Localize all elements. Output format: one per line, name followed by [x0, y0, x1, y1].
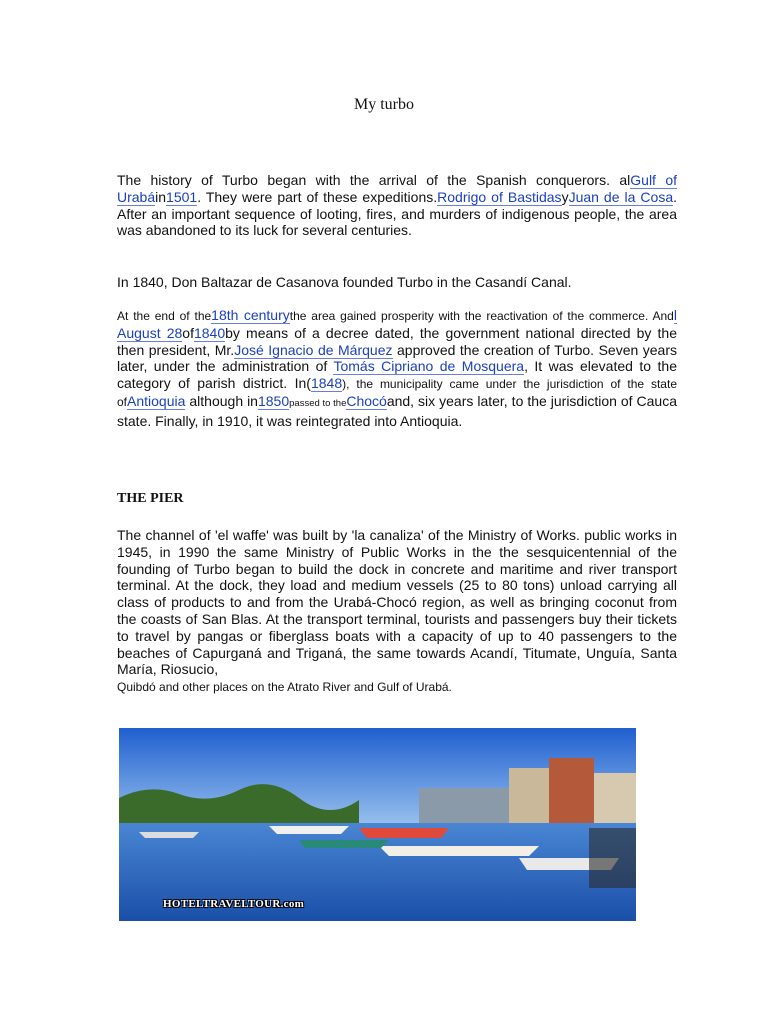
link-tomas-cipriano-de-mosquera[interactable]: Tomás Cipriano de Mosquera: [333, 358, 525, 375]
link-jose-ignacio-de-marquez[interactable]: José Ignacio de Márquez: [234, 341, 393, 358]
text: passed to the: [289, 397, 347, 409]
harbor-photo: [119, 728, 636, 921]
watermark-text: HOTELTRAVELTOUR.com: [163, 898, 305, 910]
pier-paragraph: [117, 527, 677, 696]
dock-shadow: [589, 828, 636, 888]
text: . They were part of these expeditions.: [197, 188, 438, 205]
text: and, six years later, to the jurisdiction of Cauca state. Finally, in 1910, it was reintegrated into Antioquia.: [117, 392, 677, 429]
link-gulf-of-uraba[interactable]: Gulf of Urabá: [117, 172, 677, 205]
section-heading-the-pier: THE PIER: [117, 491, 184, 506]
text: the area gained prosperity with the reactivation of the commerce. And: [289, 309, 674, 323]
link-juan-de-la-cosa[interactable]: Juan de la Cosa: [568, 188, 674, 205]
history-paragraph: [117, 172, 677, 239]
text: approved the creation of Turbo. Seven years later, under the administration of: [117, 341, 678, 375]
link-18th-century[interactable]: 18th century: [211, 307, 290, 323]
link-1850[interactable]: 1850: [257, 392, 290, 409]
text: The history of Turbo began with the arrival of the Spanish conquerors. al: [117, 172, 631, 188]
founding-paragraph: In 1840, Don Baltazar de Casanova founded Turbo in the Casandí Canal.: [117, 274, 572, 290]
harbor-photo-illustration: [119, 728, 636, 921]
document-title: My turbo: [354, 96, 414, 113]
text: although in: [185, 392, 258, 409]
link-choco[interactable]: Chocó: [346, 392, 387, 409]
text: At the end of the: [117, 309, 212, 323]
text: of: [182, 324, 194, 341]
link-1848[interactable]: 1848: [310, 375, 343, 392]
link-1840[interactable]: 1840: [193, 324, 226, 341]
text: in: [155, 188, 167, 205]
text: y: [561, 188, 569, 205]
link-1501[interactable]: 1501: [166, 188, 198, 205]
text: ), the municipality came under the jurisdiction of the state of: [117, 377, 677, 409]
text: , It was elevated to the category of parish district. In(: [117, 358, 677, 392]
prosperity-paragraph: [117, 307, 677, 430]
text: by means of a decree dated, the government national directed by the then president, Mr.: [117, 324, 677, 358]
text: Quibdó and other places on the Atrato River and Gulf of Urabá.: [117, 680, 452, 695]
link-rodrigo-of-bastidas[interactable]: Rodrigo of Bastidas: [437, 188, 562, 205]
link-august-28[interactable]: l August 28: [117, 307, 677, 341]
link-antioquia[interactable]: Antioquia: [127, 392, 186, 409]
text: The channel of 'el waffe' was built by 'la canaliza' of the Ministry of Works. public works in 1945, in 1990 the same Ministry of Public Works in the the sesquicentennial of the founding of Turbo began to build the dock in concrete and maritime and river transport terminal. At the dock, they load and medium vessels (25 to 80 tons) unload carrying all class of products to and from the Urabá-Chocó region, as well as bringing coconut from the coasts of San Blas. At the transport terminal, tourists and passengers buy their tickets to travel by pangas or fiberglass boats with a capacity of up to 40 passengers to the beaches of Capurganá and Triganá, the same towards Acandí, Titumate, Unguía, Santa María, Riosucio,: [117, 527, 677, 678]
text: . After an important sequence of looting, fires, and murders of indigenous people, the area was abandoned to its luck for several centuries.: [117, 188, 677, 239]
